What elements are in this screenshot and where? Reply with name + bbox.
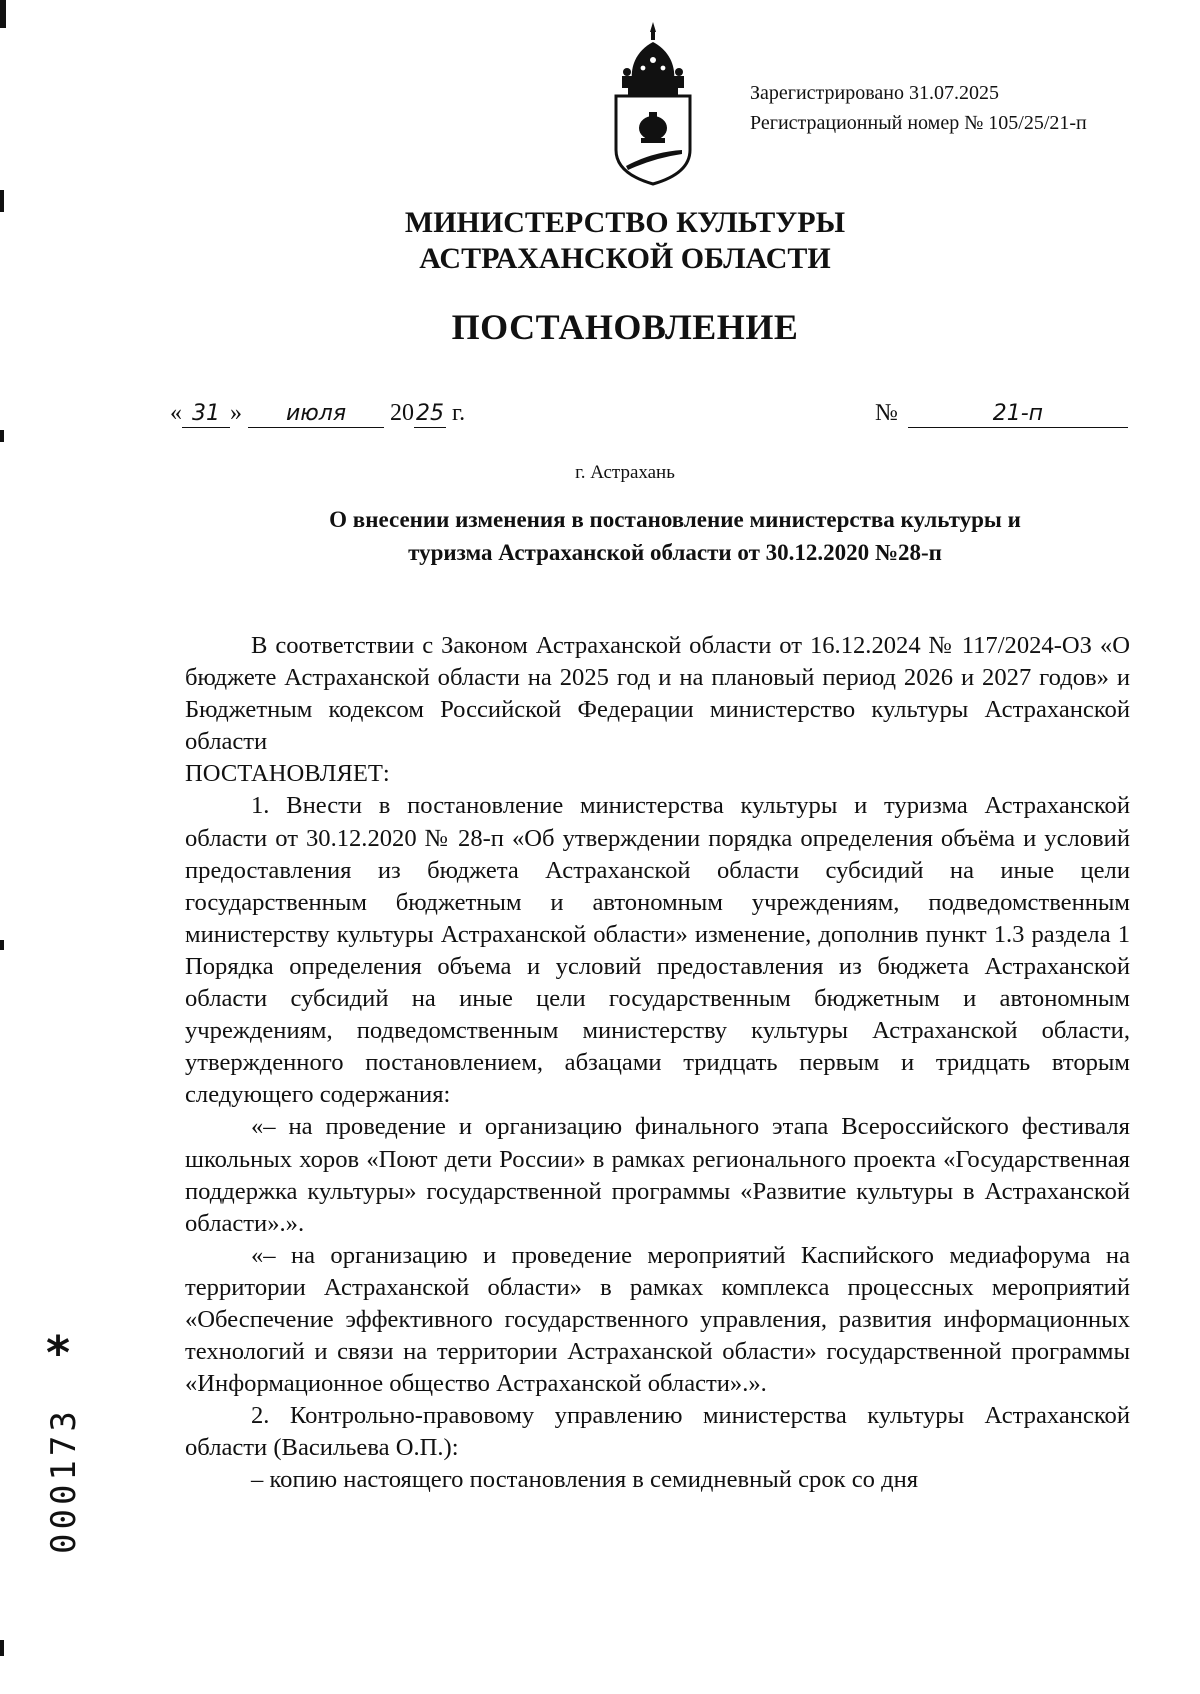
coat-of-arms-icon [612,20,694,186]
date-year-handwritten: 25 [416,401,444,426]
date-year-label: г. [452,400,466,426]
subject-line-1: О внесении изменения в постановление министерства культуры и [329,507,1021,532]
body-paragraph: 2. Контрольно-правовому управлению министерства культуры Астраханской области (Васильева О.П.): [185,1402,1130,1462]
subject-line-2: туризма Астраханской области от 30.12.2020 №28-п [408,540,942,565]
registration-stamp [750,78,1087,138]
margin-serial-number: 000173 [44,1407,84,1554]
date-day-handwritten: 31 [182,401,230,428]
scan-edge-mark [0,940,4,950]
document-body [185,630,1130,1497]
body-paragraph: 1. Внести в постановление министерства культуры и туризма Астраханской области от 30.12.2020 № 28-п «Об утверждении порядка определения объёма и условий предоставления из бюджета Астраханской области субсидий на иные цели государственным бюджетным и автономным учреждениям, подведомственным министерству культуры Астраханской области» изменение, дополнив пункт 1.3 раздела 1 Порядка определения объема и условий предоставления из бюджета Астраханской области субсидий на иные цели государственным бюджетным и автономным учреждениям, подведомственным министерству культуры Астраханской области, утвержденного постановлением, абзацами тридцать первым и тридцать вторым следующего содержания: [185,792,1130,1109]
registration-date: Зарегистрировано 31.07.2025 [750,82,1000,104]
scan-edge-mark [0,430,4,442]
document-subject [230,503,1120,569]
document-type-title: ПОСТАНОВЛЕНИЕ [451,307,799,347]
document-number [875,400,1128,428]
body-resolution-word: ПОСТАНОВЛЯЕТ: [185,760,390,788]
document-date [170,400,465,428]
scan-edge-mark [0,1640,4,1656]
registration-number: Регистрационный номер № 105/25/21-п [750,112,1087,134]
date-close-quote: » [230,400,242,426]
ministry-line-2: АСТРАХАНСКОЙ ОБЛАСТИ [419,242,831,275]
number-handwritten: 21-п [908,401,1128,428]
scan-edge-mark [0,0,6,28]
date-month-handwritten: июля [248,401,384,428]
city [0,462,1200,484]
document-type [0,306,1200,348]
body-paragraph: «– на организацию и проведение мероприятий Каспийского медиафорума на территории Астраханской области» в рамках комплекса процессных мероприятий «Обеспечение эффективного государственного управления, развития информационных технологий и связи на территории Астраханской области» государственной программы «Информационное общество Астраханской области».». [185,1241,1130,1398]
body-paragraph: «– на проведение и организацию финального этапа Всероссийского фестиваля школьных хоров «Поют дети России» в рамках регионального проекта «Государственная поддержка культуры» государственной программы «Развитие культуры в Астраханской области».». [185,1113,1130,1237]
city-label: г. Астрахань [575,462,675,483]
date-open-quote: « [170,400,182,426]
serial-asterisk: * [46,1326,71,1380]
body-paragraph: В соответствии с Законом Астраханской области от 16.12.2024 № 117/2024-ОЗ «О бюджете Астраханской области на 2025 год и на плановый период 2026 и 2027 годов» и Бюджетным кодексом Российской Федерации министерство культуры Астраханской области [185,632,1130,756]
number-label: № [875,400,898,426]
ministry-line-1: МИНИСТЕРСТВО КУЛЬТУРЫ [404,206,846,239]
ministry-name [0,205,1200,277]
date-year-prefix: 20 [390,400,414,426]
body-paragraph: – копию настоящего постановления в семидневный срок со дня [251,1466,919,1494]
